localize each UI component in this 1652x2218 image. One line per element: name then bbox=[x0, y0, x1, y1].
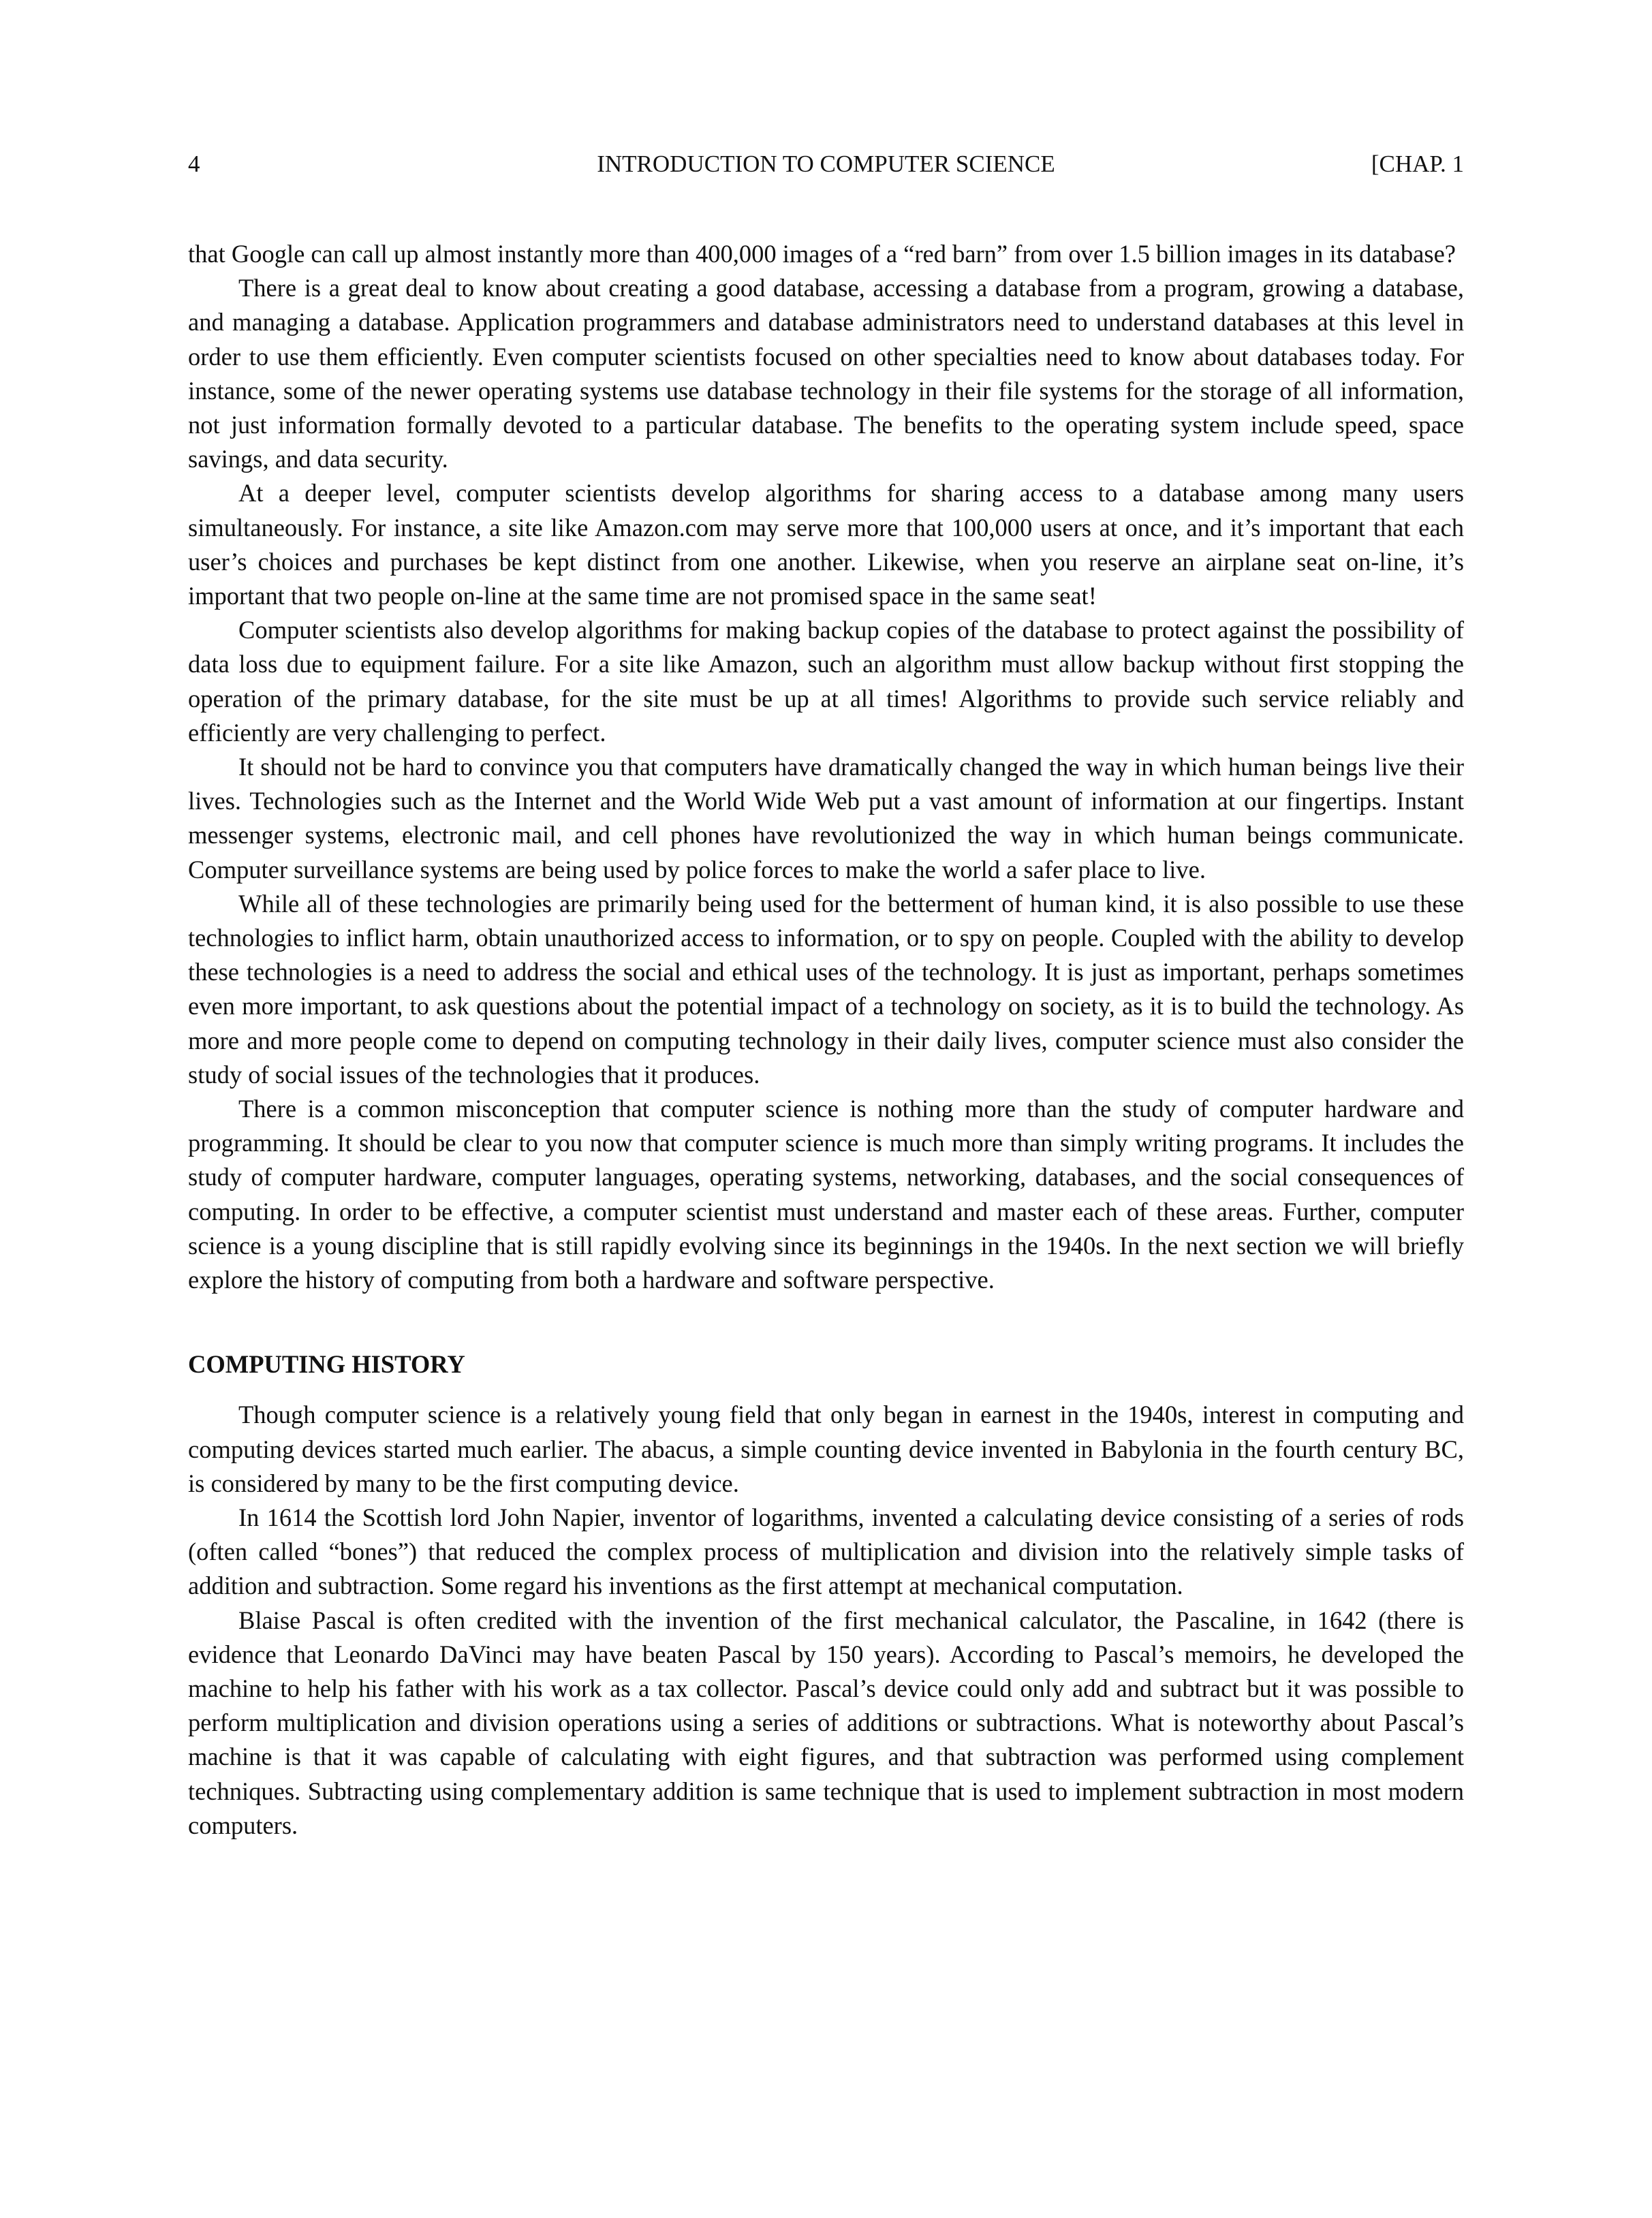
running-head-title: INTRODUCTION TO COMPUTER SCIENCE bbox=[597, 151, 1055, 177]
chapter-label: [CHAP. 1 bbox=[1371, 151, 1464, 177]
section-heading: COMPUTING HISTORY bbox=[188, 1350, 465, 1379]
paragraph: In 1614 the Scottish lord John Napier, inventor of logarithms, invented a calculating device consisting of a series of rods (often called “bones”) that reduced the complex process of multiplication and division into the relatively simple tasks of addition and subtraction. Some regard his inventions as the first attempt at mechanical computation. bbox=[188, 1503, 1464, 1600]
paragraph: that Google can call up almost instantly more than 400,000 images of a “red barn” from over 1.5 billion images in its database? bbox=[188, 240, 1456, 268]
body-text bbox=[188, 237, 1464, 1843]
paragraph: Though computer science is a relatively young field that only began in earnest in the 1940s, interest in computing and computing devices started much earlier. The abacus, a simple counting device invented in Babylonia in the fourth century BC, is considered by many to be the first computing device. bbox=[188, 1401, 1464, 1497]
page-number: 4 bbox=[188, 151, 200, 177]
running-head bbox=[188, 149, 1464, 180]
paragraph: There is a great deal to know about creating a good database, accessing a database from a program, growing a database, and managing a database. Application programmers and database administrators need to understand databases at this level in order to use them efficiently. Even computer scientists focused on other specialties need to know about databases today. For instance, some of the newer operating systems use database technology in their file systems for the storage of all information, not just information formally devoted to a particular database. The benefits to the operating system include speed, space savings, and data security. bbox=[188, 274, 1464, 473]
paragraph: At a deeper level, computer scientists develop algorithms for sharing access to a database among many users simultaneously. For instance, a site like Amazon.com may serve more that 100,000 users at once, and it’s important that each user’s choices and purchases be kept distinct from one another. Likewise, when you reserve an airplane seat on-line, it’s important that two people on-line at the same time are not promised space in the same seat! bbox=[188, 479, 1464, 610]
paragraph: There is a common misconception that computer science is nothing more than the study of computer hardware and programming. It should be clear to you now that computer science is much more than simply writing programs. It includes the study of computer hardware, computer languages, operating systems, networking, databases, and the social consequences of computing. In order to be effective, a computer scientist must understand and master each of these areas. Further, computer science is a young discipline that is still rapidly evolving since its beginnings in the 1940s. In the next section we will briefly explore the history of computing from both a hardware and software perspective. bbox=[188, 1095, 1464, 1294]
paragraph: While all of these technologies are primarily being used for the betterment of human kind, it is also possible to use these technologies to inflict harm, obtain unauthorized access to information, or to spy on people. Coupled with the ability to develop these technologies is a need to address the social and ethical uses of the technology. It is just as important, perhaps sometimes even more important, to ask questions about the potential impact of a technology on society, as it is to build the technology. As more and more people come to depend on computing technology in their daily lives, computer science must also consider the study of social issues of the technologies that it produces. bbox=[188, 889, 1464, 1089]
paragraph: It should not be hard to convince you that computers have dramatically changed the way in which human beings live their lives. Technologies such as the Internet and the World Wide Web put a vast amount of information at our fingertips. Instant messenger systems, electronic mail, and cell phones have revolutionized the way in which human beings communicate. Computer surveillance systems are being used by police forces to make the world a safer place to live. bbox=[188, 753, 1464, 884]
paragraph: Computer scientists also develop algorithms for making backup copies of the database to protect against the possibility of data loss due to equipment failure. For a site like Amazon, such an algorithm must allow backup without first stopping the operation of the primary database, for the site must be up at all times! Algorithms to provide such service reliably and efficiently are very challenging to perfect. bbox=[188, 616, 1464, 747]
paragraph: Blaise Pascal is often credited with the invention of the first mechanical calculator, the Pascaline, in 1642 (there is evidence that Leonardo DaVinci may have beaten Pascal by 150 years). According to Pascal’s memoirs, he developed the machine to help his father with his work as a tax collector. Pascal’s device could only add and subtract but it was possible to perform multiplication and division operations using a series of additions or subtractions. What is noteworthy about Pascal’s machine is that it was capable of calculating with eight figures, and that subtraction was performed using complement techniques. Subtracting using complementary addition is same technique that is used to implement subtraction in most modern computers. bbox=[188, 1606, 1464, 1839]
